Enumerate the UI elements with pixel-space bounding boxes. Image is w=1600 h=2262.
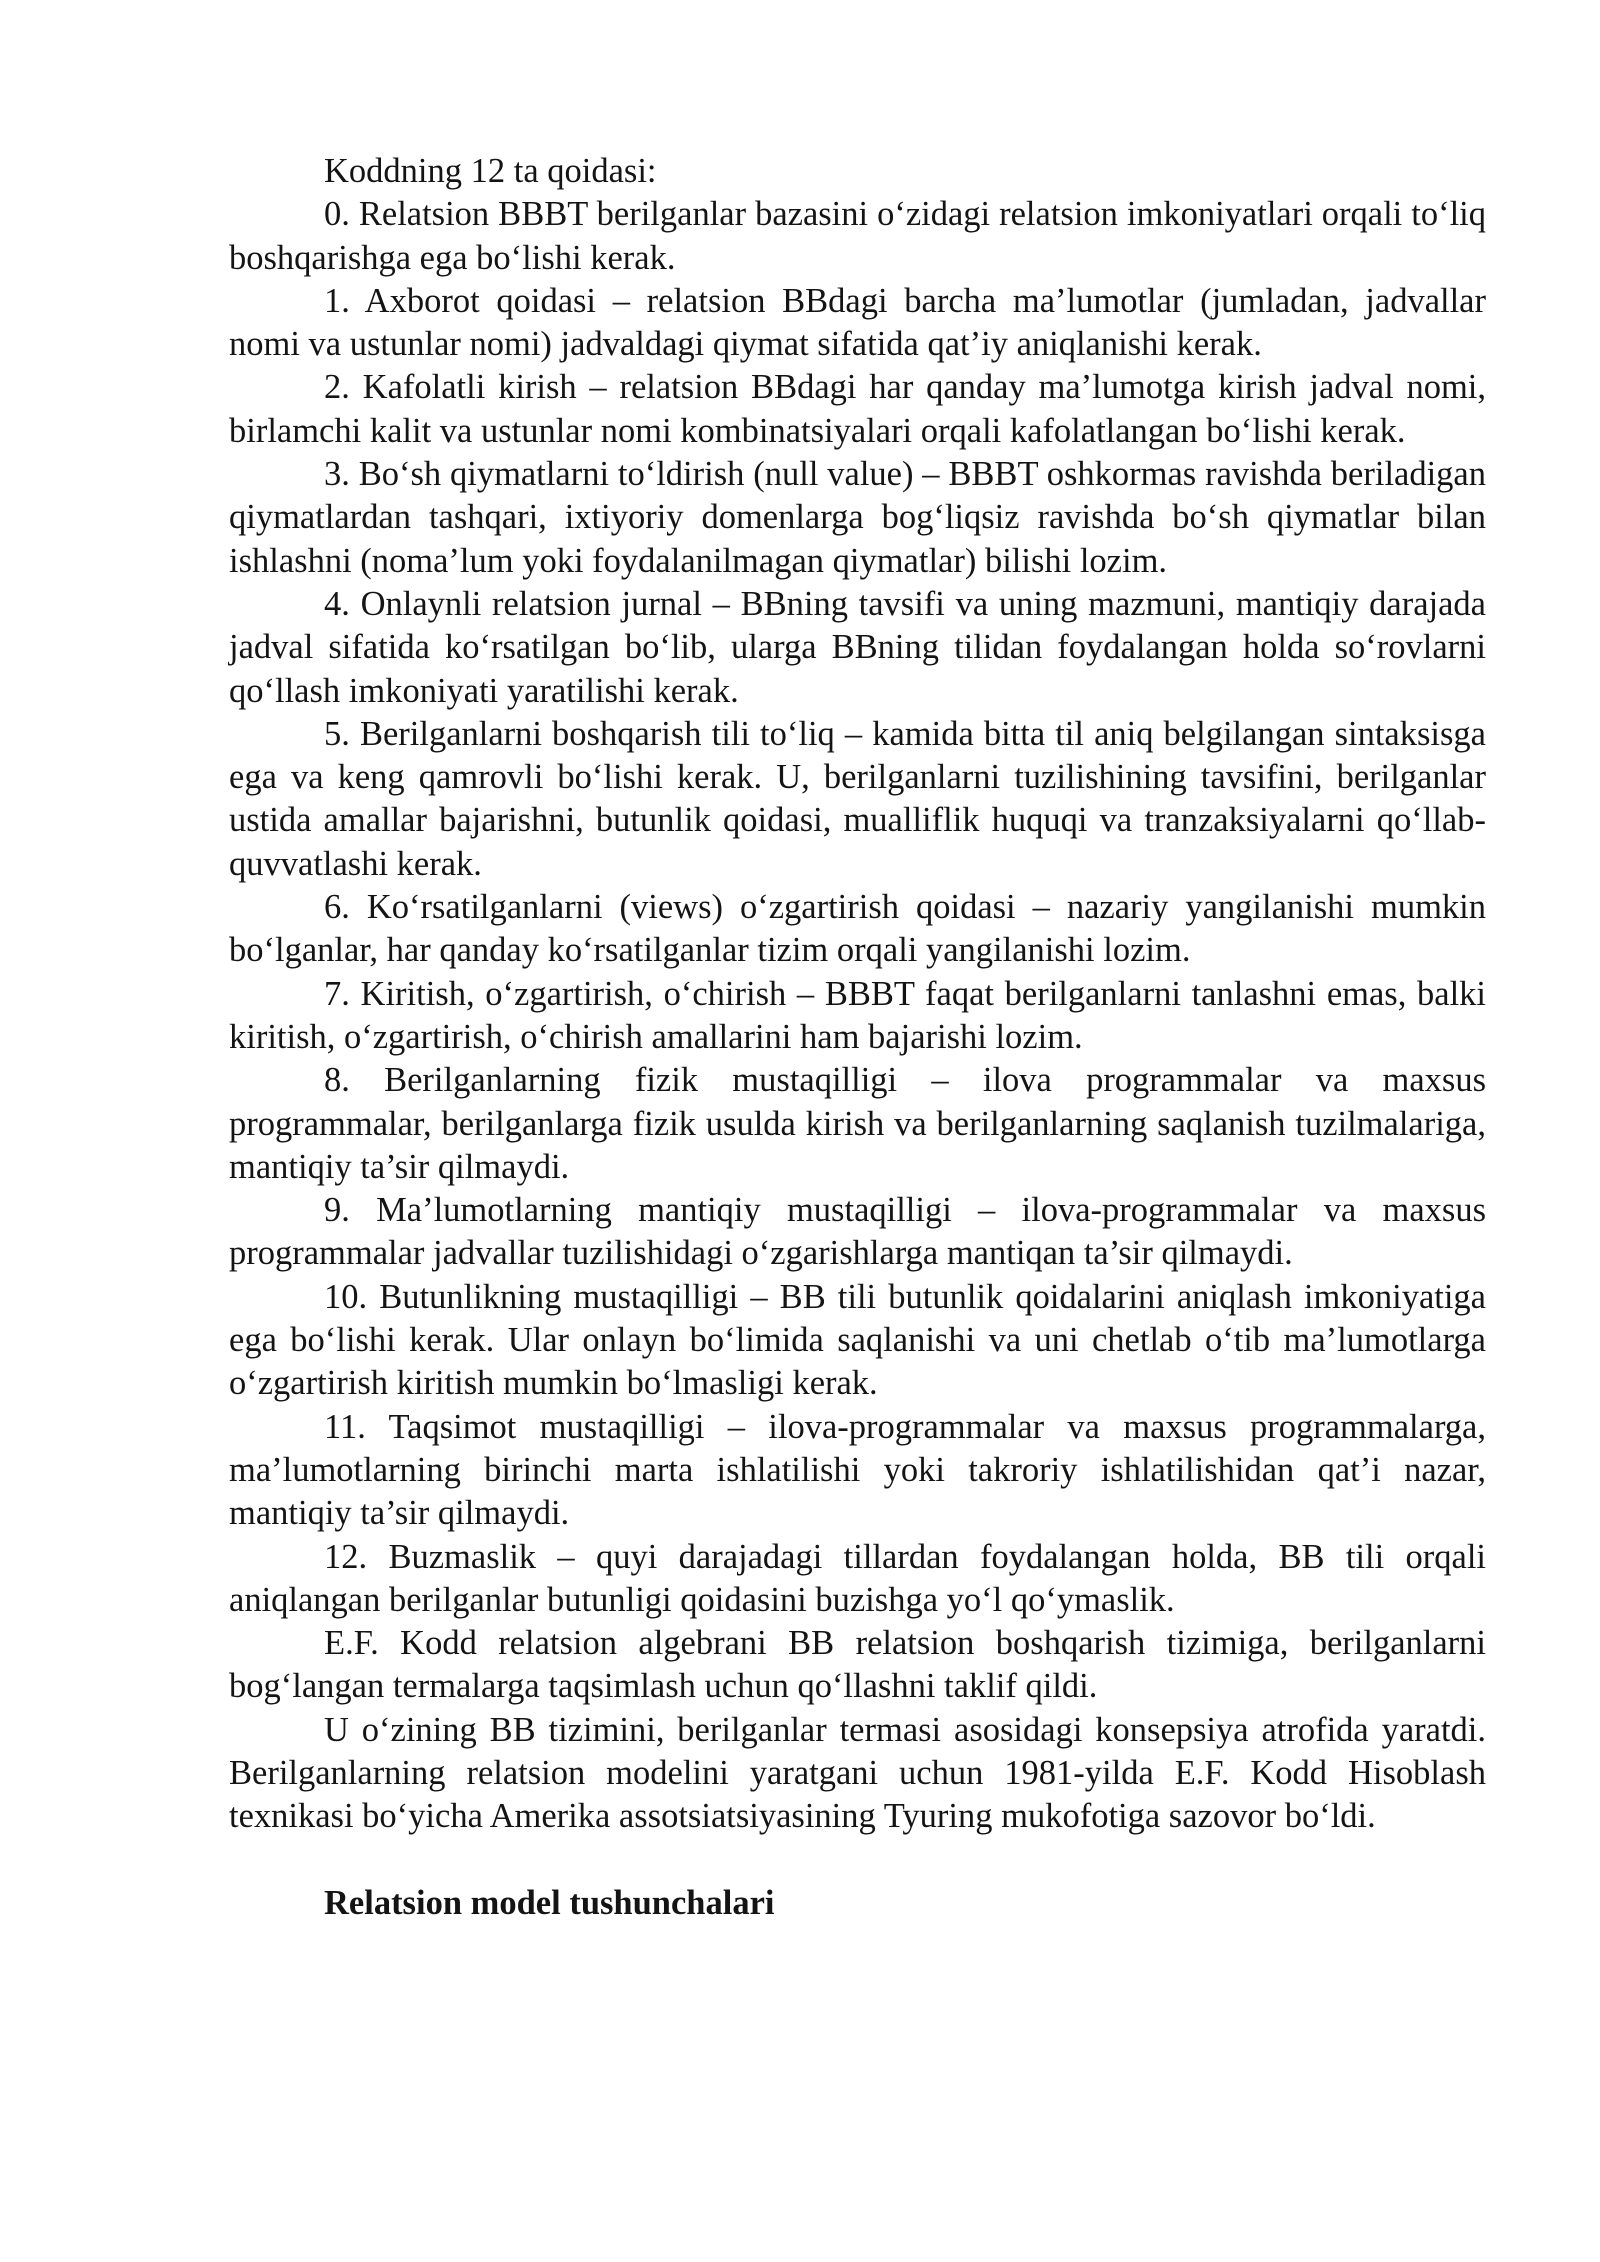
rule-11-paragraph: 11. Taqsimot mustaqilligi – ilova-programmalar va maxsus programmalarga, ma’lumotlarning birinchi marta ishlatilishi yoki takroriy ishlatilishidan qat’i nazar, mantiqiy ta’sir qilmaydi. (229, 1407, 1486, 1533)
rule-1-paragraph: 1. Axborot qoidasi – relatsion BBdagi barcha ma’lumotlar (jumladan, jadvallar nomi va ustunlar nomi) jadvaldagi qiymat sifatida qat’iy aniqlanishi kerak. (229, 281, 1486, 364)
rule-6-paragraph: 6. Ko‘rsatilganlarni (views) o‘zgartirish qoidasi – nazariy yangilanishi mumkin bo‘lganlar, har qanday ko‘rsatilganlar tizim orqali yangilanishi lozim. (229, 888, 1486, 970)
rule-9-paragraph: 9. Ma’lumotlarning mantiqiy mustaqilligi – ilova-programmalar va maxsus programmalar jadvallar tuzilishidagi o‘zgarishlarga mantiqan ta’sir qilmaydi. (229, 1191, 1486, 1273)
section-heading: Relatsion model tushunchalari (324, 1883, 775, 1922)
rule-0-paragraph: 0. Relatsion BBBT berilganlar bazasini o‘zidagi relatsion imkoniyatlari orqali to‘liq boshqarishga ega bo‘lishi kerak. (229, 195, 1486, 277)
rule-4-paragraph: 4. Onlaynli relatsion jurnal – BBning tavsifi va uning mazmuni, mantiqiy darajada jadval sifatida ko‘rsatilgan bo‘lib, ularga BBning tilidan foydalangan holda so‘rovlarni qo‘llash imkoniyati yaratilishi kerak. (229, 584, 1486, 710)
closing-paragraph-2: U o‘zining BB tizimini, berilganlar termasi asosidagi konsepsiya atrofida yaratdi. Berilganlarning relatsion modelini yaratgani uchun 1981-yilda E.F. Kodd Hisoblash texnikasi bo‘yicha Amerika assotsiatsiyasining Tyuring mukofotiga sazovor bo‘ldi. (229, 1710, 1486, 1836)
rule-8-paragraph: 8. Berilganlarning fizik mustaqilligi – ilova programmalar va maxsus programmalar, berilganlarga fizik usulda kirish va berilganlarning saqlanish tuzilmalariga, mantiqiy ta’sir qilmaydi. (229, 1061, 1486, 1186)
rule-10-paragraph: 10. Butunlikning mustaqilligi – BB tili butunlik qoidalarini aniqlash imkoniyatiga ega bo‘lishi kerak. Ular onlayn bo‘limida saqlanishi va uni chetlab o‘tib ma’lumotlarga o‘zgartirish kiritish mumkin bo‘lmasligi kerak. (229, 1277, 1486, 1403)
closing-paragraph-1: E.F. Kodd relatsion algebrani BB relatsion boshqarish tizimiga, berilganlarni bog‘langan termalarga taqsimlash uchun qo‘llashni taklif qildi. (229, 1624, 1486, 1706)
intro-paragraph: Koddning 12 ta qoidasi: (324, 152, 657, 190)
document-body (229, 150, 1486, 1925)
rule-3-paragraph: 3. Bo‘sh qiymatlarni to‘ldirish (null value) – BBBT oshkormas ravishda beriladigan qiymatlardan tashqari, ixtiyoriy domenlarga bog‘liqsiz ravishda bo‘sh qiymatlar bilan ishlashni (noma’lum yoki foydalanilmagan qiymatlar) bilishi lozim. (229, 455, 1486, 580)
rule-7-paragraph: 7. Kiritish, o‘zgartirish, o‘chirish – BBBT faqat berilganlarni tanlashni emas, balki kiritish, o‘zgartirish, o‘chirish amallarini ham bajarishi lozim. (229, 974, 1486, 1056)
rule-2-paragraph: 2. Kafolatli kirish – relatsion BBdagi har qanday ma’lumotga kirish jadval nomi, birlamchi kalit va ustunlar nomi kombinatsiyalari orqali kafolatlangan bo‘lishi kerak. (229, 368, 1486, 450)
paragraph-spacer (229, 1839, 1486, 1882)
rule-5-paragraph: 5. Berilganlarni boshqarish tili to‘liq – kamida bitta til aniq belgilangan sintaksisga ega va keng qamrovli bo‘lishi kerak. U, berilganlarni tuzilishining tavsifini, berilganlar ustida amallar bajarishni, butunlik qoidasi, mualliflik huquqi va tranzaksiyalarni qo‘llab-quvvatlashi kerak. (229, 714, 1486, 883)
rule-12-paragraph: 12. Buzmaslik – quyi darajadagi tillardan foydalangan holda, BB tili orqali aniqlangan berilganlar butunligi qoidasini buzishga yo‘l qo‘ymaslik. (229, 1537, 1486, 1619)
